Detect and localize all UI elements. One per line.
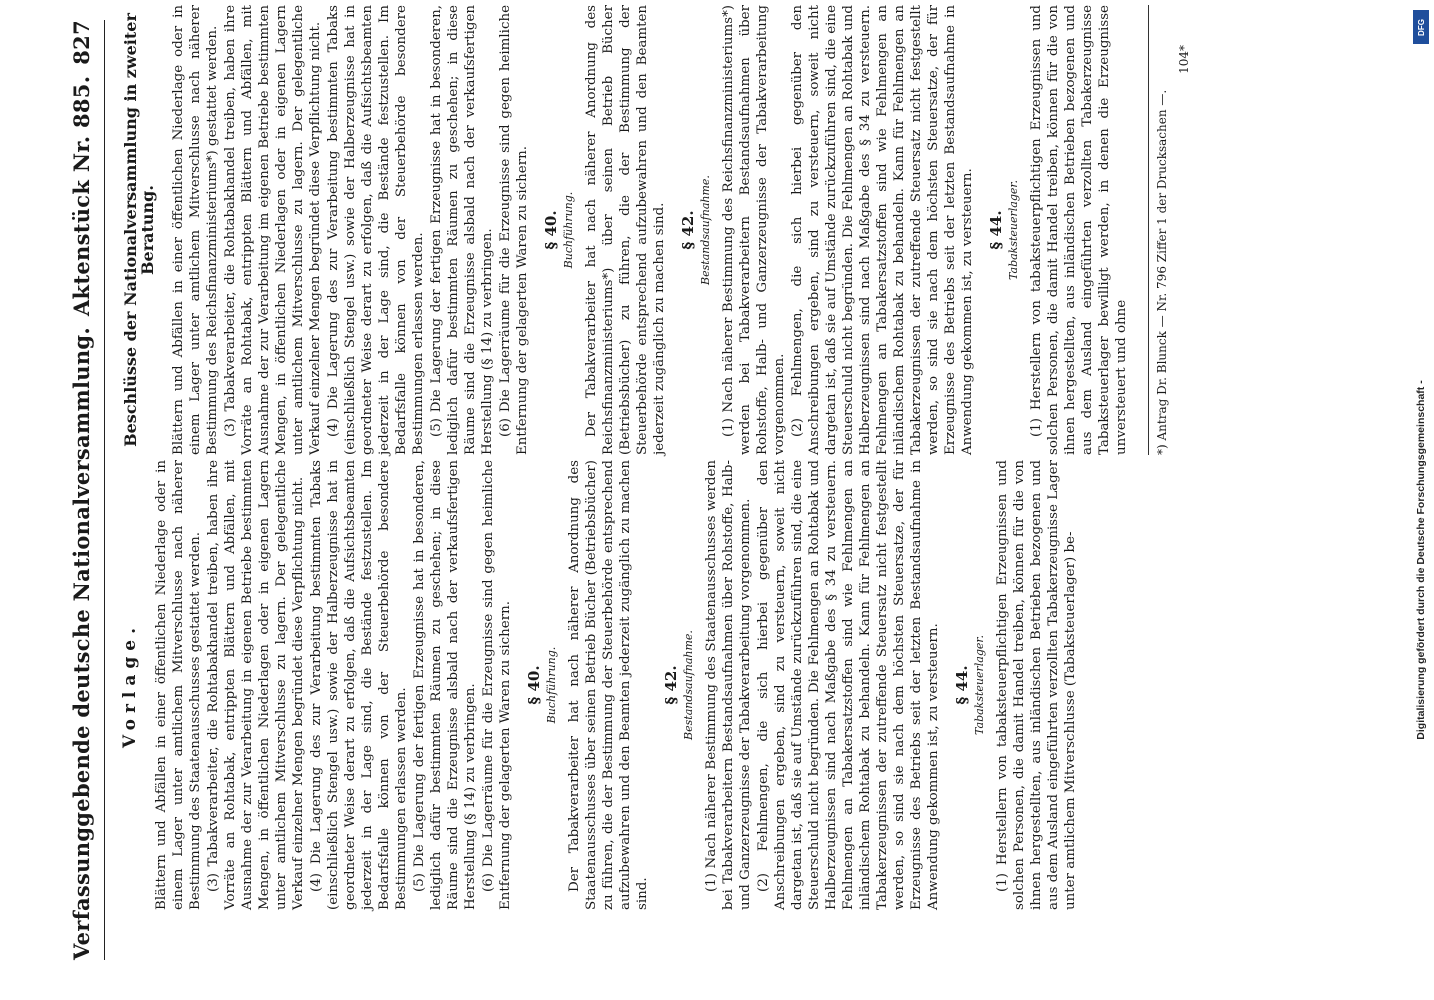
header-right-title: Aktenstück Nr. 885. xyxy=(68,75,94,317)
right-section-number: § 44. xyxy=(987,210,1005,250)
left-section-number: § 44. xyxy=(953,665,971,705)
left-column-title: Vorlage. xyxy=(120,621,140,749)
footnote: *) Antrag Dr. Blunck — Nr. 796 Ziffer 1 der Drucksachen —. xyxy=(1148,5,1170,455)
left-section-title: Bestandsaufnahme. xyxy=(682,630,695,740)
left-paragraph: (5) Die Lagerung der fertigen Erzeugnisse hat in besonderen, lediglich dafür bestimmten Räumen zu geschehen; in diese Räume sind die Erzeugnisse alsbald nach der verkaufsfertigen Herstellung (§ 14) zu verbringen. xyxy=(412,460,478,910)
left-paragraph: (1) Nach näherer Bestimmung des Staatenausschusses werden bei Tabakverarbeitern Bestandsaufnahmen über Rohstoffe, Halb- und Ganzerzeugnisse der Tabakverarbeitung vorgenommen. xyxy=(704,460,753,910)
right-section-number: § 42. xyxy=(679,210,697,250)
right-paragraph: (1) Nach näherer Bestimmung des Reichsfinanzministeriums*) werden bei Tabakverarbeitern Bestandsaufnahmen über Rohstoffe, Halb- und Ganzerzeugnisse der Tabakverarbeitung vorgenommen. xyxy=(721,5,787,455)
left-paragraph: (3) Tabakverarbeiter, die Rohtabakhandel treiben, haben ihre Vorräte an Rohtabak, entrippten Blättern und Abfällen, mit Ausnahme der zur Verarbeitung in eigenen Betriebe bestimmten Mengen, in öffentlichen Niederlagen oder in eigenen Lagern unter amtlichem Mitverschlusse zu lagern. Der gelegentliche Verkauf einzelner Mengen begründet diese Verpflichtung nicht. xyxy=(206,460,306,910)
left-paragraph: Blättern und Abfällen in einer öffentlichen Niederlage oder in einem Lager unter amtlichem Mitverschlusse nach näherer Bestimmung des Staatenausschusses gestattet werden. xyxy=(154,460,203,910)
left-section-title: Tabaksteuerlager. xyxy=(973,635,986,735)
right-column-title: Beschlüsse der Nationalversammlung in zweiter Beratung. xyxy=(121,13,157,447)
right-section-number: § 40. xyxy=(542,210,560,250)
right-paragraph: (4) Die Lagerung des zur Verarbeitung bestimmten Tabaks (einschließlich Stengel usw.) sowie der Halberzeugnisse hat in geordneter Weise derart zu erfolgen, daß die Aufsichtsbeamten jederzeit in der Lage sind, die Bestände festzustellen. Im Bedarfsfalle können von der Steuerbehörde besondere Bestimmungen erlassen werden. xyxy=(326,5,426,455)
right-paragraph: (6) Die Lagerräume für die Erzeugnisse sind gegen heimliche Entfernung der gelagerten Waren zu sichern. xyxy=(498,5,530,455)
left-section-title: Buchführung. xyxy=(545,646,558,724)
left-section-number: § 40. xyxy=(525,665,543,705)
left-section-number: § 42. xyxy=(662,665,680,705)
header-rule xyxy=(104,20,105,960)
page-number: 827 xyxy=(68,20,94,65)
right-paragraph: (5) Die Lagerung der fertigen Erzeugnisse hat in besonderen, lediglich dafür bestimmten Räumen zu geschehen; in diese Räume sind die Erzeugnisse alsbald nach der verkaufsfertigen Herstellung (§ 14) zu verbringen. xyxy=(429,5,495,455)
right-section-title: Buchführung. xyxy=(562,191,575,269)
left-paragraph: (1) Herstellern von tabaksteuerpflichtigen Erzeugnissen und solchen Personen, die damit Handel treiben, können für die von ihnen hergestellten, aus inländischen Betrieben bezogenen und aus dem Ausland eingeführten verzollten Tabakerzeugnisse Lager unter amtlichem Mitverschlusse (Tabaksteuerlager) be- xyxy=(995,460,1078,910)
page-signature: 104* xyxy=(1177,45,1191,74)
dfg-logo: DFG xyxy=(1413,10,1429,44)
right-paragraph: (3) Tabakverarbeiter, die Rohtabakhandel treiben, haben ihre Vorräte an Rohtabak, entrippten Blättern und Abfällen, mit Ausnahme der zur Verarbeitung im eigenen Betriebe bestimmten Mengen, in öffentlichen Niederlagen oder in eigenen Lagern unter amtlichem Mitverschlusse zu lagern. Der gelegentliche Verkauf einzelner Mengen begründet diese Verpflichtung nicht. xyxy=(223,5,323,455)
right-section-title: Bestandsaufnahme. xyxy=(699,175,712,285)
left-paragraph: (4) Die Lagerung des zur Verarbeitung bestimmten Tabaks (einschließlich Stengel usw.) sowie der Halberzeugnisse hat in geordneter Weise derart zu erfolgen, daß die Aufsichtsbeamten jederzeit in der Lage sind, die Bestände festzustellen. Im Bedarfsfalle können von der Steuerbehörde besondere Bestimmungen erlassen werden. xyxy=(309,460,409,910)
digitization-credit-text: Digitalisierung gefördert durch die Deutsche Forschungsgemeinschaft - xyxy=(1415,380,1427,740)
right-paragraph: (1) Herstellern von tabaksteuerpflichtigen Erzeugnissen und solchen Personen, die damit Handel treiben, können für die von ihnen hergestellten, aus inländischen Betrieben bezogenen und aus dem Ausland eingeführten verzollten Tabakerzeugnisse Tabaksteuerlager bewilligt werden, in denen die Erzeugnisse unversteuert und ohne xyxy=(1029,5,1129,455)
right-section-title: Tabaksteuerlager. xyxy=(1007,180,1020,280)
right-column xyxy=(116,5,1193,455)
left-paragraph: Der Tabakverarbeiter hat nach näherer Anordnung des Staatenausschusses über seinen Betrieb Bücher (Betriebsbücher) zu führen, die der Bestimmung der Steuerbehörde entsprechend aufzubewahren und den Beamten jederzeit zugänglich zu machen sind. xyxy=(567,460,650,910)
left-paragraph: (6) Die Lagerräume für die Erzeugnisse sind gegen heimliche Entfernung der gelagerten Waren zu sichern. xyxy=(481,460,513,910)
right-paragraph: (2) Fehlmengen, die sich hierbei gegenüber den Anschreibungen ergeben, sind zu versteuern, soweit nicht dargetan ist, daß sie auf Umstände zurückzuführen sind, die eine Steuerschuld nicht begründen. Die Fehlmengen an Rohtabak und Halberzeugnissen sind nach Maßgabe des § 34 zu versteuern. Fehlmengen an Tabakersatzstoffen sind wie Fehlmengen an inländischem Rohtabak zu behandeln. Kann für Fehlmengen an Tabakerzeugnissen der zutreffende Steuersatz nicht festgestellt werden, so sind sie nach dem höchsten Steuersatze, der für Erzeugnisse des Betriebs seit der letzten Bestandsaufnahme in Anwendung gekommen ist, zu versteuern. xyxy=(790,5,975,455)
left-paragraph: (2) Fehlmengen, die sich hierbei gegenüber den Anschreibungen ergeben, sind zu versteuern, soweit nicht dargetan ist, daß sie auf Umstände zurückzuführen sind, die eine Steuerschuld nicht begründen. Die Fehlmengen an Rohtabak und Halberzeugnissen sind nach Maßgabe des § 34 zu versteuern. Fehlmengen an Tabakersatzstoffen sind wie Fehlmengen an inländischem Rohtabak zu behandeln. Kann für Fehlmengen an Tabakerzeugnissen der zutreffende Steuersatz nicht festgestellt werden, so sind sie nach dem höchsten Steuersatze, der für Erzeugnisse des Betriebs seit der letzten Bestandsaufnahme in Anwendung gekommen ist, zu versteuern. xyxy=(756,460,941,910)
page-header xyxy=(58,20,104,960)
header-left-title: Verfassunggebende deutsche Nationalversammlung. xyxy=(68,326,94,960)
right-paragraph: Blättern und Abfällen in einer öffentlichen Niederlage oder in einem Lager unter amtlichem Mitverschlusse nach näherer Bestimmung des Reichsfinanzministeriums*) gestattet werden. xyxy=(171,5,220,455)
digitization-credit xyxy=(1408,0,1434,1000)
right-paragraph: Der Tabakverarbeiter hat nach näherer Anordnung des Reichsfinanzministeriums*) über seinen Betrieb Bücher (Betriebsbücher) zu führen, die der Bestimmung der Steuerbehörde entsprechend aufzubewahren und den Beamten jederzeit zugänglich zu machen sind. xyxy=(584,5,667,455)
left-column xyxy=(116,460,1080,910)
